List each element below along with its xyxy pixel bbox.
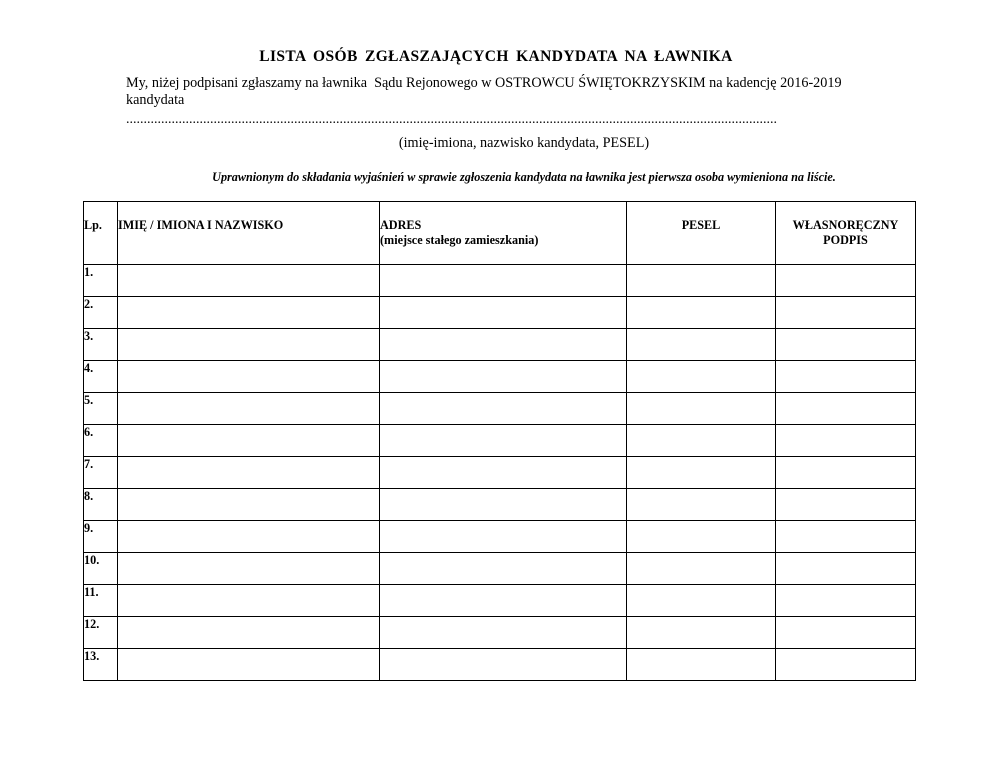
row-name-cell[interactable] [118, 393, 380, 425]
table-row [84, 329, 916, 361]
row-pesel-cell[interactable] [627, 617, 776, 649]
intro-line-2: kandydata [126, 92, 185, 108]
row-lp-cell: 8. [84, 489, 118, 521]
row-address-cell[interactable] [380, 297, 627, 329]
row-name-cell[interactable] [118, 617, 380, 649]
intro-text [126, 75, 906, 109]
row-signature-cell[interactable] [776, 585, 916, 617]
page-title: LISTA OSÓB ZGŁASZAJĄCYCH KANDYDATA NA ŁAWNIKA [259, 48, 733, 65]
row-lp-cell: 12. [84, 617, 118, 649]
row-name-cell[interactable] [118, 265, 380, 297]
row-name-cell[interactable] [118, 297, 380, 329]
row-lp-cell: 3. [84, 329, 118, 361]
row-signature-cell[interactable] [776, 329, 916, 361]
row-name-cell[interactable] [118, 329, 380, 361]
row-signature-cell[interactable] [776, 361, 916, 393]
row-name-cell[interactable] [118, 489, 380, 521]
signatures-table [83, 201, 916, 681]
row-name-cell[interactable] [118, 553, 380, 585]
row-pesel-cell[interactable] [627, 329, 776, 361]
row-lp-cell: 5. [84, 393, 118, 425]
row-lp-cell: 1. [84, 265, 118, 297]
authorization-note: Uprawnionym do składania wyjaśnień w sprawie zgłoszenia kandydata na ławnika jest pierwsza osoba wymieniona na liście. [212, 170, 836, 184]
table-row [84, 649, 916, 681]
table-row [84, 585, 916, 617]
table-row [84, 425, 916, 457]
row-pesel-cell[interactable] [627, 361, 776, 393]
row-address-cell[interactable] [380, 585, 627, 617]
table-row [84, 553, 916, 585]
header-address [380, 202, 627, 265]
intro-line-1: My, niżej podpisani zgłaszamy na ławnika Sądu Rejonowego w OSTROWCU ŚWIĘTOKRZYSKIM na kadencję 2016-2019 [126, 75, 842, 91]
row-lp-cell: 13. [84, 649, 118, 681]
row-lp-cell: 7. [84, 457, 118, 489]
row-pesel-cell[interactable] [627, 393, 776, 425]
row-signature-cell[interactable] [776, 553, 916, 585]
row-address-cell[interactable] [380, 329, 627, 361]
row-lp-cell: 4. [84, 361, 118, 393]
row-name-cell[interactable] [118, 457, 380, 489]
header-signature-line2: PODPIS [823, 233, 868, 247]
row-signature-cell[interactable] [776, 457, 916, 489]
row-pesel-cell[interactable] [627, 425, 776, 457]
row-signature-cell[interactable] [776, 617, 916, 649]
candidate-fill-hint: (imię-imiona, nazwisko kandydata, PESEL) [398, 135, 650, 151]
row-signature-cell[interactable] [776, 649, 916, 681]
row-lp-cell: 10. [84, 553, 118, 585]
row-pesel-cell[interactable] [627, 297, 776, 329]
row-lp-cell: 9. [84, 521, 118, 553]
row-signature-cell[interactable] [776, 521, 916, 553]
header-signature [776, 202, 916, 265]
header-address-sub: (miejsce stałego zamieszkania) [380, 233, 539, 247]
table-header-row [84, 202, 916, 265]
candidate-fill-line: .......................................................................................................................................................................................... [126, 112, 777, 127]
table-row [84, 521, 916, 553]
row-name-cell[interactable] [118, 649, 380, 681]
row-name-cell[interactable] [118, 521, 380, 553]
row-address-cell[interactable] [380, 553, 627, 585]
row-lp-cell: 2. [84, 297, 118, 329]
row-pesel-cell[interactable] [627, 457, 776, 489]
table-row [84, 361, 916, 393]
row-address-cell[interactable] [380, 617, 627, 649]
header-name: IMIĘ / IMIONA I NAZWISKO [118, 202, 380, 265]
row-pesel-cell[interactable] [627, 585, 776, 617]
table-row [84, 393, 916, 425]
row-address-cell[interactable] [380, 649, 627, 681]
row-name-cell[interactable] [118, 361, 380, 393]
row-pesel-cell[interactable] [627, 521, 776, 553]
row-address-cell[interactable] [380, 361, 627, 393]
row-pesel-cell[interactable] [627, 553, 776, 585]
row-name-cell[interactable] [118, 585, 380, 617]
row-signature-cell[interactable] [776, 489, 916, 521]
row-signature-cell[interactable] [776, 393, 916, 425]
row-address-cell[interactable] [380, 457, 627, 489]
row-name-cell[interactable] [118, 425, 380, 457]
table-row [84, 297, 916, 329]
row-pesel-cell[interactable] [627, 489, 776, 521]
row-signature-cell[interactable] [776, 265, 916, 297]
header-pesel: PESEL [627, 202, 776, 265]
table-row [84, 265, 916, 297]
row-signature-cell[interactable] [776, 425, 916, 457]
row-address-cell[interactable] [380, 489, 627, 521]
header-lp: Lp. [84, 202, 118, 265]
table-row [84, 457, 916, 489]
row-address-cell[interactable] [380, 425, 627, 457]
row-address-cell[interactable] [380, 265, 627, 297]
header-signature-line1: WŁASNORĘCZNY [792, 218, 899, 232]
row-address-cell[interactable] [380, 393, 627, 425]
table-row [84, 489, 916, 521]
header-address-label: ADRES [380, 218, 422, 232]
table-row [84, 617, 916, 649]
row-signature-cell[interactable] [776, 297, 916, 329]
row-lp-cell: 11. [84, 585, 118, 617]
row-address-cell[interactable] [380, 521, 627, 553]
row-lp-cell: 6. [84, 425, 118, 457]
row-pesel-cell[interactable] [627, 649, 776, 681]
row-pesel-cell[interactable] [627, 265, 776, 297]
